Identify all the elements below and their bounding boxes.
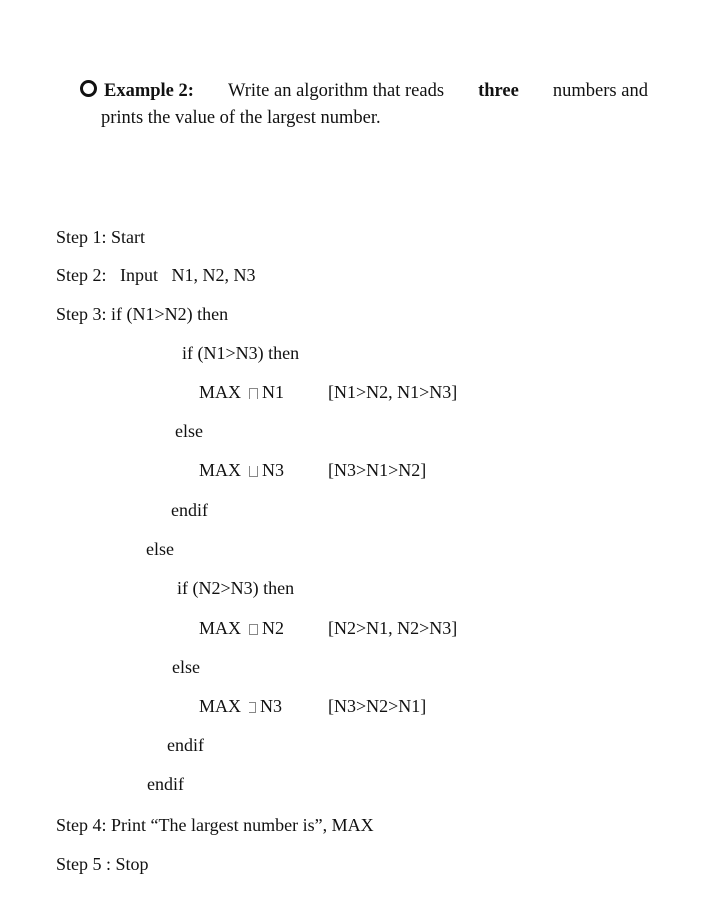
missing-arrow-icon [249, 466, 258, 477]
assign-value: N2 [262, 618, 285, 638]
max-label: MAX [199, 618, 242, 638]
heading-text-before: Write an algorithm that reads [228, 81, 445, 101]
assign-value: N3 [260, 696, 283, 716]
endif-inner-2: endif [167, 735, 204, 755]
assign-value: N1 [262, 382, 285, 402]
comment-n1-largest: [N1>N2, N1>N3] [328, 382, 458, 402]
else-inner-1: else [175, 421, 203, 441]
assign-max-n3-a [199, 459, 284, 481]
example-label: Example 2: [104, 81, 194, 101]
else-inner-2: else [172, 657, 200, 677]
step-3: Step 3: if (N1>N2) then [56, 304, 229, 324]
max-label: MAX [199, 382, 242, 402]
example-heading [80, 78, 648, 132]
endif-outer: endif [147, 774, 184, 794]
if-n1-gt-n3: if (N1>N3) then [182, 343, 300, 363]
max-label: MAX [199, 460, 242, 480]
assign-max-n2 [199, 617, 284, 639]
missing-arrow-icon [249, 624, 258, 635]
step-2: Step 2: Input N1, N2, N3 [56, 265, 256, 285]
heading-line-1 [80, 78, 648, 105]
if-n2-gt-n3: if (N2>N3) then [177, 578, 295, 598]
heading-bold-word: three [478, 81, 519, 101]
max-label: MAX [199, 696, 242, 716]
missing-arrow-icon [249, 388, 258, 399]
comment-n2-largest: [N2>N1, N2>N3] [328, 618, 458, 638]
step-1: Step 1: Start [56, 227, 145, 247]
else-outer: else [146, 539, 174, 559]
step-4: Step 4: Print “The largest number is”, MAX [56, 815, 374, 835]
endif-inner-1: endif [171, 500, 208, 520]
assign-max-n3-b [199, 695, 282, 717]
assign-value: N3 [262, 460, 285, 480]
heading-label-group [80, 78, 194, 105]
heading-text-after: numbers and [552, 81, 648, 101]
missing-arrow-icon [249, 702, 256, 713]
assign-max-n1 [199, 381, 284, 403]
circle-bullet-icon [80, 80, 97, 97]
heading-line-2: prints the value of the largest number. [101, 108, 381, 128]
comment-n3-largest-b: [N3>N2>N1] [328, 696, 427, 716]
comment-n3-largest-a: [N3>N1>N2] [328, 460, 427, 480]
step-5: Step 5 : Stop [56, 854, 149, 874]
